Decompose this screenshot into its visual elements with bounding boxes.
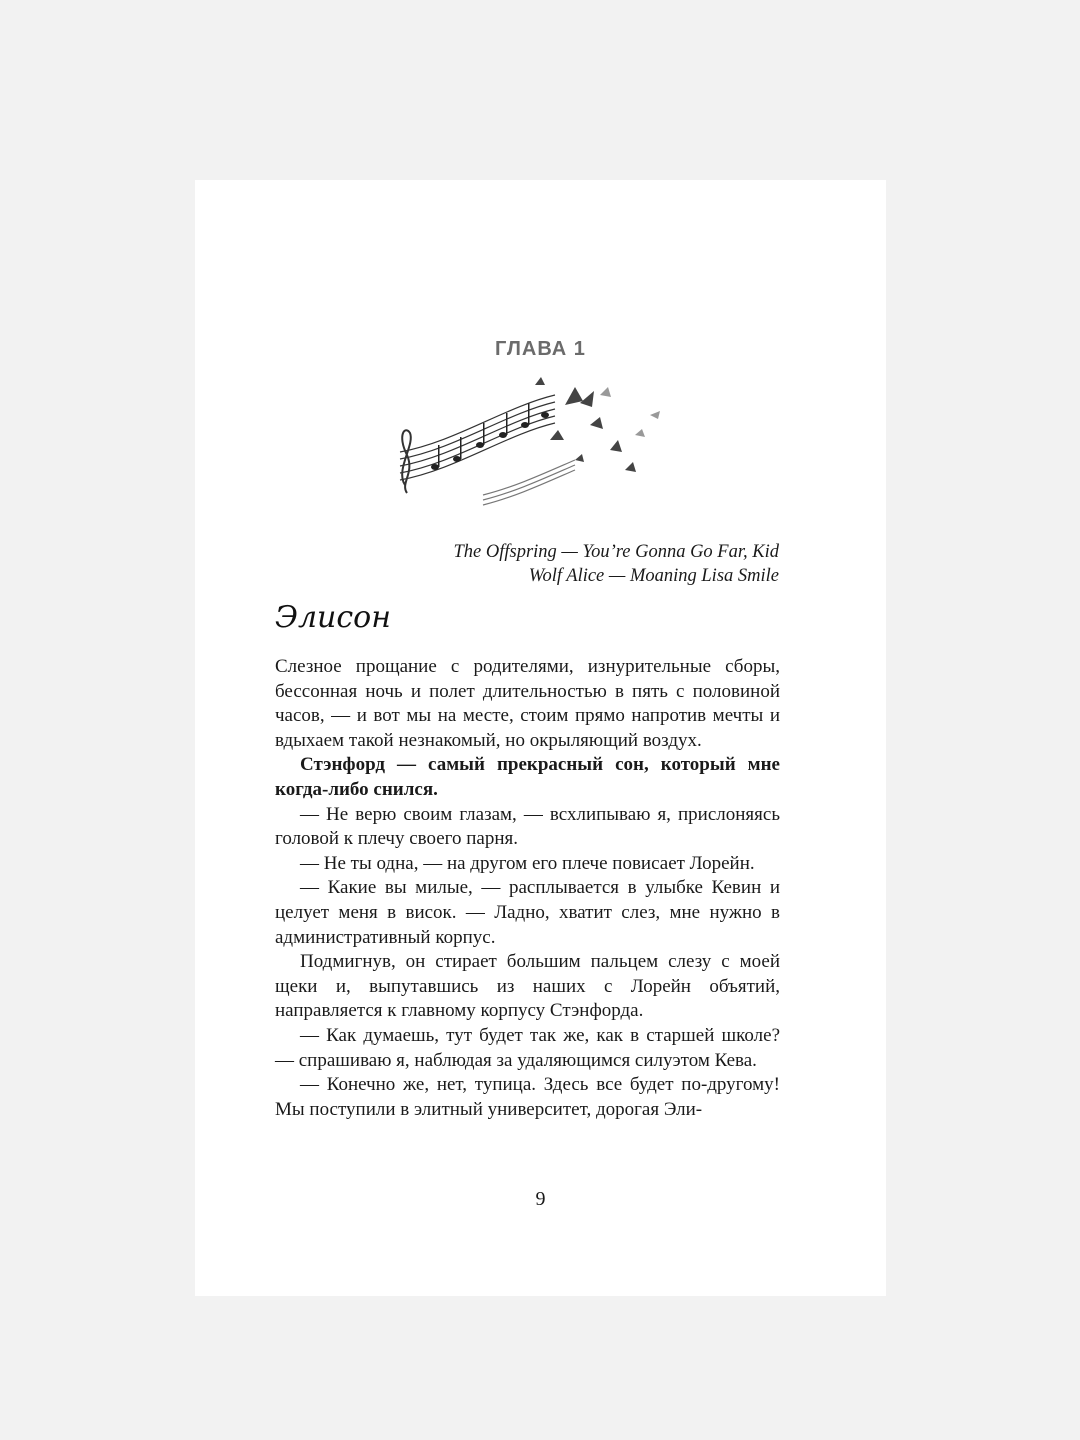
- paragraph: Слезное прощание с родителями, изнурительные сборы, бессонная ночь и полет длительностью в пять с половиной часов, — и вот мы на месте, стоим прямо напротив мечты и вдыхаем такой незнакомый, но окрыляющий воздух.: [275, 656, 780, 751]
- chapter-body: [275, 655, 780, 1122]
- paragraph-bold: Стэнфорд — самый прекрасный сон, который мне когда-либо снился.: [275, 754, 780, 800]
- epigraph-line: The Offspring — You’re Gonna Go Far, Kid: [453, 542, 779, 562]
- paragraph: — Как думаешь, тут будет так же, как в старшей школе? — спрашиваю я, наблюдая за удаляющимся силуэтом Кева.: [275, 1024, 780, 1071]
- chapter-title: ГЛАВА 1: [495, 338, 586, 360]
- music-staff-butterflies-icon: [385, 375, 695, 520]
- paragraph: — Не верю своим глазам, — всхлипываю я, прислоняясь головой к плечу своего парня.: [275, 803, 780, 850]
- paragraph: Подмигнув, он стирает большим пальцем слезу с моей щеки и, выпутавшись из наших с Лорейн объятий, направляется к главному корпусу Стэнфорда.: [275, 951, 780, 1022]
- narrator-heading: Элисон: [275, 600, 392, 635]
- page-number: 9: [535, 1188, 546, 1210]
- paragraph: — Конечно же, нет, тупица. Здесь все будет по-другому! Мы поступили в элитный университет, дорогая Эли-: [275, 1074, 780, 1120]
- paragraph: — Какие вы милые, — расплывается в улыбке Кевин и целует меня в висок. — Ладно, хватит слез, мне нужно в административный корпус.: [275, 877, 780, 948]
- epigraph: [453, 540, 779, 588]
- epigraph-line: Wolf Alice — Moaning Lisa Smile: [528, 566, 779, 586]
- paragraph: — Не ты одна, — на другом его плече повисает Лорейн.: [300, 852, 755, 874]
- book-page: [195, 180, 886, 1296]
